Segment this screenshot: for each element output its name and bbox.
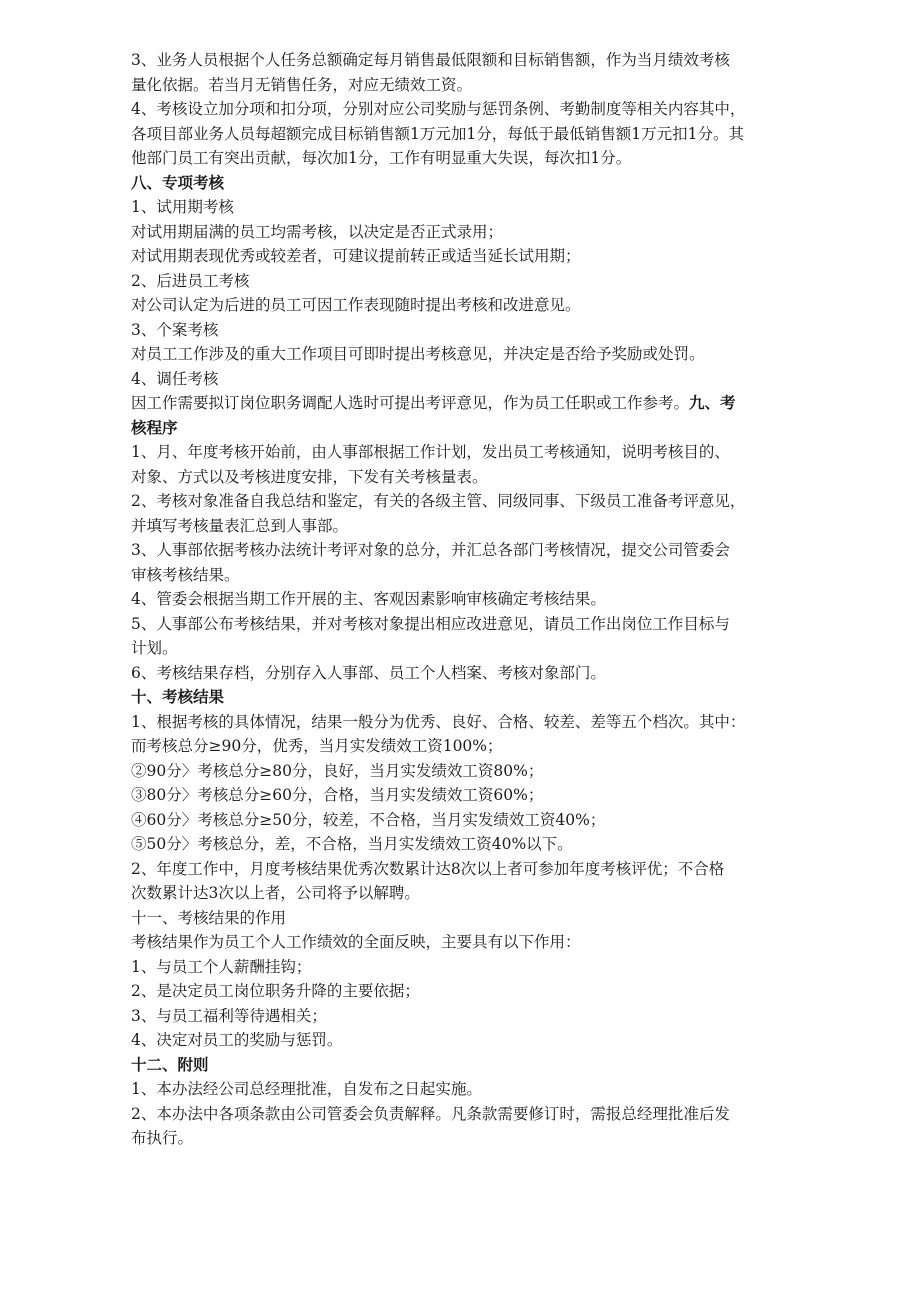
line-text: 2、本办法中各项条款由公司管委会负责解释。凡条款需要修订时，需报总经理批准后发 (131, 1104, 730, 1123)
text-line (131, 538, 806, 563)
text-line (131, 979, 806, 1004)
text-line (131, 783, 806, 808)
text-line (131, 293, 806, 318)
text-line (131, 269, 806, 294)
line-text: 2、考核对象准备自我总结和鉴定，有关的各级主管、同级同事、下级员工准备考评意见， (131, 492, 746, 510)
line-text: 因工作需要拟订岗位职务调配人选时可提出考评意见，作为员工任职或工作参考。 (131, 394, 690, 412)
text-line (131, 122, 806, 147)
text-line (131, 195, 806, 220)
line-text: 布执行。 (131, 1129, 194, 1147)
line-text: 审核考核结果。 (131, 565, 240, 584)
line-text: 3、人事部依据考核办法统计考评对象的总分，并汇总各部门考核情况，提交公司管委会 (131, 541, 730, 559)
text-line (131, 832, 806, 857)
line-text: 对试用期表现优秀或较差者，可建议提前转正或适当延长试用期； (131, 247, 581, 265)
text-line (131, 1004, 806, 1029)
inline-section-heading: 九、考 (689, 393, 736, 412)
line-text: 对试用期届满的员工均需考核，以决定是否正式录用； (131, 222, 504, 241)
text-line (131, 244, 806, 269)
text-line (131, 440, 806, 465)
line-text: 4、调任考核 (131, 369, 219, 388)
text-line (131, 48, 806, 73)
text-line (131, 73, 806, 98)
line-text: 1、根据考核的具体情况，结果一般分为优秀、良好、合格、较差、差等五个档次。其中： (131, 712, 746, 731)
line-text: 3、与员工福利等待遇相关； (131, 1006, 327, 1025)
section-heading (131, 171, 806, 196)
text-line (131, 808, 806, 833)
text-line (131, 930, 806, 955)
line-text: 并填写考核量表汇总到人事部。 (131, 516, 349, 535)
text-line (131, 881, 806, 906)
text-line (131, 1102, 806, 1127)
section-heading (131, 685, 806, 710)
line-text: 1、与员工个人薪酬挂钩； (131, 957, 312, 976)
section-heading (131, 416, 806, 441)
section-heading (131, 1053, 806, 1078)
line-text: 他部门员工有突出贡献，每次加1分，工作有明显重大失误，每次扣1分。 (131, 149, 632, 167)
line-text: 对员工工作涉及的重大工作项目可即时提出考核意见，并决定是否给予奖励或处罚。 (131, 345, 705, 363)
text-line (131, 759, 806, 784)
text-line (131, 1028, 806, 1053)
text-line (131, 97, 806, 122)
text-line (131, 391, 806, 416)
text-line (131, 514, 806, 539)
line-text: ③80分〉考核总分≥60分，合格，当月实发绩效工资60%； (131, 786, 544, 804)
text-line (131, 563, 806, 588)
line-text: 1、月、年度考核开始前，由人事部根据工作计划，发出员工考核通知，说明考核目的、 (131, 443, 730, 461)
line-text: 5、人事部公布考核结果，并对考核对象提出相应改进意见，请员工作出岗位工作目标与 (131, 614, 730, 633)
text-line (131, 1077, 806, 1102)
line-text: 十一、考核结果的作用 (131, 908, 287, 927)
text-line (131, 906, 806, 931)
line-text: 4、考核设立加分项和扣分项，分别对应公司奖励与惩罚条例、考勤制度等相关内容其中， (131, 100, 746, 118)
line-text: 2、后进员工考核 (131, 271, 250, 290)
text-line (131, 1126, 806, 1151)
text-line (131, 220, 806, 245)
text-line (131, 857, 806, 882)
document-body (131, 48, 806, 1151)
line-text: 对公司认定为后进的员工可因工作表现随时提出考核和改进意见。 (131, 296, 581, 314)
text-line (131, 636, 806, 661)
line-text: 3、个案考核 (131, 320, 219, 339)
line-text: 核程序 (131, 417, 178, 437)
line-text: 4、管委会根据当期工作开展的主、客观因素影响审核确定考核结果。 (131, 590, 606, 608)
line-text: 对象、方式以及考核进度安排，下发有关考核量表。 (131, 467, 488, 486)
line-text: ②90分〉考核总分≥80分，良好，当月实发绩效工资80%； (131, 761, 544, 780)
line-text: 考核结果作为员工个人工作绩效的全面反映，主要具有以下作用： (131, 933, 581, 951)
line-text: 1、本办法经公司总经理批准，自发布之日起实施。 (131, 1080, 482, 1098)
line-text: ⑤50分〉考核总分，差，不合格，当月实发绩效工资40%以下。 (131, 835, 573, 853)
line-text: 量化依据。若当月无销售任务，对应无绩效工资。 (131, 75, 473, 94)
text-line (131, 465, 806, 490)
line-text: ④60分〉考核总分≥50分，较差，不合格，当月实发绩效工资40%； (131, 810, 606, 829)
line-text: 各项目部业务人员每超额完成目标销售额1万元加1分，每低于最低销售额1万元扣1分。其 (131, 124, 744, 143)
line-text: 2、是决定员工岗位职务升降的主要依据； (131, 982, 420, 1000)
text-line (131, 146, 806, 171)
text-line (131, 612, 806, 637)
line-text: 十二、附则 (131, 1054, 209, 1074)
line-text: 次数累计达3次以上者，公司将予以解聘。 (131, 884, 420, 902)
line-text: 6、考核结果存档，分别存入人事部、员工个人档案、考核对象部门。 (131, 663, 606, 682)
text-line (131, 318, 806, 343)
line-text: 八、专项考核 (131, 172, 225, 192)
line-text: 3、业务人员根据个人任务总额确定每月销售最低限额和目标销售额，作为当月绩效考核 (131, 51, 730, 69)
text-line (131, 342, 806, 367)
text-line (131, 367, 806, 392)
line-text: 1、试用期考核 (131, 198, 234, 216)
line-text: 十、考核结果 (131, 687, 225, 706)
text-line (131, 734, 806, 759)
text-line (131, 489, 806, 514)
line-text: 2、年度工作中，月度考核结果优秀次数累计达8次以上者可参加年度考核评优；不合格 (131, 859, 725, 878)
line-text: 计划。 (131, 639, 178, 657)
text-line (131, 587, 806, 612)
text-line (131, 661, 806, 686)
text-line (131, 955, 806, 980)
text-line (131, 710, 806, 735)
line-text: 4、决定对员工的奖励与惩罚。 (131, 1031, 343, 1049)
line-text: 而考核总分≥90分，优秀，当月实发绩效工资100%； (131, 737, 503, 755)
